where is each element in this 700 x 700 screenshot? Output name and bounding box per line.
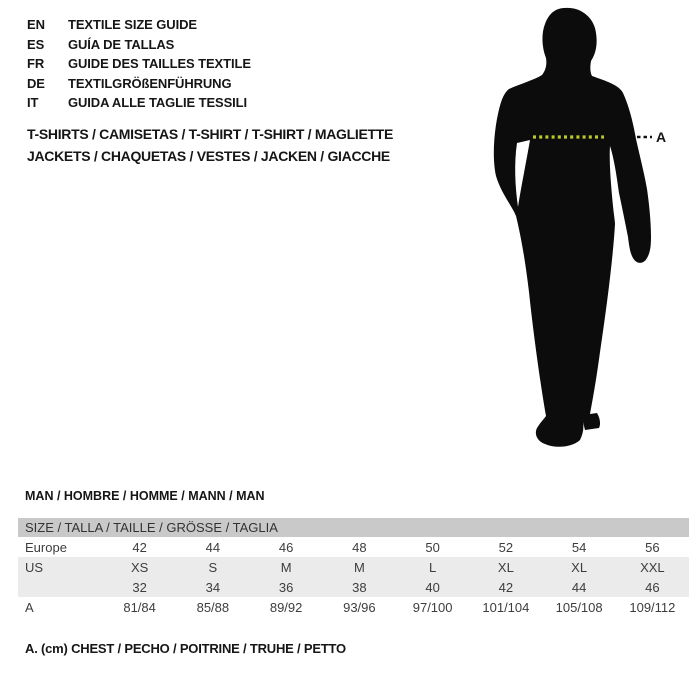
cell: 54 xyxy=(571,539,587,555)
cell: 42 xyxy=(132,539,147,555)
cell: 56 xyxy=(645,539,660,555)
cell: L xyxy=(429,559,437,575)
section-heading-man: MAN / HOMBRE / HOMME / MANN / MAN xyxy=(25,489,265,503)
cell: 93/96 xyxy=(343,599,376,615)
language-code: IT xyxy=(27,95,39,111)
table-row-europe xyxy=(18,537,689,557)
cell: 44 xyxy=(205,539,221,555)
cell: 89/92 xyxy=(269,599,303,615)
table-row-chest-cm xyxy=(18,597,689,617)
cell: 81/84 xyxy=(123,599,156,615)
language-list xyxy=(27,15,251,113)
chest-measure-label: A xyxy=(656,129,667,145)
language-row-de xyxy=(27,74,251,94)
cell: XL xyxy=(571,559,588,575)
language-title: TEXTILGRÖßENFÜHRUNG xyxy=(68,75,232,91)
cell: 36 xyxy=(278,579,294,595)
language-row-es xyxy=(27,35,251,55)
cell: 38 xyxy=(352,579,367,595)
cell: M xyxy=(353,559,365,575)
cell: 48 xyxy=(352,539,367,555)
cell: 101/104 xyxy=(482,599,530,615)
cell: 46 xyxy=(278,539,294,555)
cell: 34 xyxy=(205,579,221,595)
size-table-header: SIZE / TALLA / TAILLE / GRÖSSE / TAGLIA xyxy=(18,518,689,537)
cell: 52 xyxy=(498,539,514,555)
language-code: DE xyxy=(27,75,45,91)
cell: 105/108 xyxy=(555,599,603,615)
table-row-us-number xyxy=(18,577,689,597)
cell: 85/88 xyxy=(196,599,230,615)
table-row-us-letter xyxy=(18,557,689,577)
man-silhouette-figure xyxy=(470,0,700,460)
language-title: GUÍA DE TALLAS xyxy=(68,36,175,52)
language-title: GUIDA ALLE TAGLIE TESSILI xyxy=(68,95,248,111)
language-code: FR xyxy=(27,56,45,72)
category-line-tshirts: T-SHIRTS / CAMISETAS / T-SHIRT / T-SHIRT / MAGLIETTE xyxy=(27,126,394,142)
cell: 97/100 xyxy=(412,599,453,615)
language-code: EN xyxy=(27,17,45,32)
cell: 40 xyxy=(425,579,440,595)
cell: XXL xyxy=(640,559,665,575)
category-line-jackets: JACKETS / CHAQUETAS / VESTES / JACKEN / GIACCHE xyxy=(27,147,390,164)
language-row-en xyxy=(27,15,251,35)
row-label: US xyxy=(25,559,44,575)
cell: 44 xyxy=(571,579,587,595)
language-title: TEXTILE SIZE GUIDE xyxy=(68,17,197,32)
cell: 50 xyxy=(425,539,440,555)
measurement-footnote: A. (cm) CHEST / PECHO / POITRINE / TRUHE / PETTO xyxy=(25,641,346,656)
language-row-fr xyxy=(27,54,251,74)
cell: 109/112 xyxy=(629,599,676,615)
cell: 42 xyxy=(498,579,514,595)
cell: XS xyxy=(130,559,149,575)
row-label: Europe xyxy=(25,539,67,555)
row-label: A xyxy=(25,599,34,615)
language-row-it xyxy=(27,93,251,113)
cell: M xyxy=(280,559,292,575)
cell: XL xyxy=(497,559,514,575)
product-categories xyxy=(27,124,393,167)
language-code: ES xyxy=(27,36,45,52)
cell: 46 xyxy=(645,579,660,595)
language-title: GUIDE DES TAILLES TEXTILE xyxy=(68,56,251,72)
size-table xyxy=(18,518,689,617)
cell: 32 xyxy=(132,579,147,595)
man-silhouette xyxy=(494,8,651,447)
cell: S xyxy=(208,559,218,575)
